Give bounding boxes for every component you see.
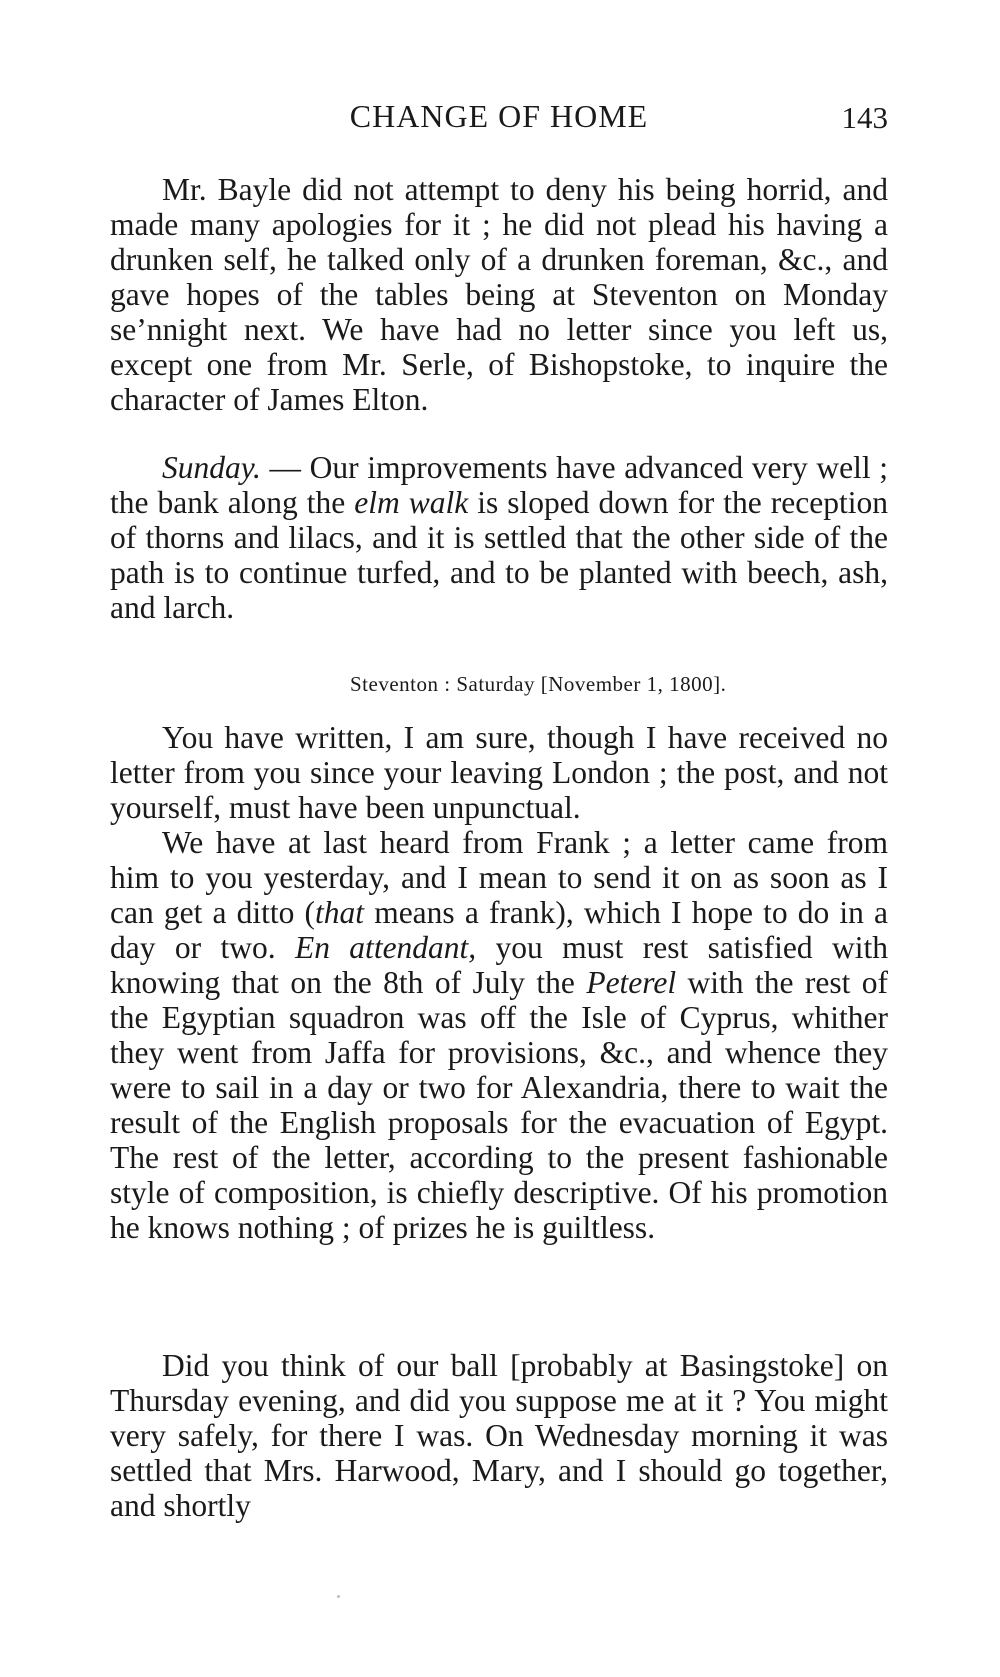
page-number: 143 [841,100,888,135]
frank-text-c: you must rest satisfied with knowing that on the 8th of July the [110,930,888,1000]
that-italic: that [315,895,365,930]
frank-text-a: We have at last heard from Frank ; a letter came from him to you yesterday, and I mean to send it on as soon as I can get a ditto ( [110,825,888,930]
letter-dateline: Steventon : Saturday [November 1, 1800]. [350,672,727,696]
paragraph-you-have-written: You have written, I am sure, though I have received no letter from you since your leaving London ; the post, and not yourself, must have been unpunctual. [110,720,888,825]
en-attendant-italic: En attendant, [294,930,477,965]
paragraph-sunday [110,450,888,625]
text-block-3 [110,720,888,1245]
paragraph-frank [110,825,888,1245]
peterel-italic: Peterel [586,965,677,1000]
paragraph-bayle: Mr. Bayle did not attempt to deny his being horrid, and made many apologies for it ; he did not plead his having a drunken self, he talked only of a drunken foreman, &c., and gave hopes of the tables being at Steventon on Monday se’nnight next. We have had no letter since you left us, except one from Mr. Serle, of Bishopstoke, to inquire the character of James Elton. [110,172,888,417]
paper-speck [337,1595,340,1598]
sunday-heading: Sunday. [162,450,261,485]
text-block-4 [110,1348,888,1523]
running-title: CHANGE OF HOME [349,98,649,134]
frank-text-b: means a frank), which I hope to do in a day or two. [110,895,889,965]
elm-walk-italic: elm walk [354,485,469,520]
sunday-text-a: — Our improvements have advanced very well ; the bank along the [110,450,888,520]
frank-text-d: with the rest of the Egyptian squadron was off the Isle of Cyprus, whither they went from Jaffa for provisions, &c., and whence they were to sail in a day or two for Alexandria, there to wait the result of the English proposals for the evacuation of Egypt. The rest of the letter, according to the present fashionable style of composition, is chiefly descriptive. Of his promotion he knows nothing ; of prizes he is guiltless. [110,965,888,1245]
text-block-1 [110,172,888,417]
page-header [110,98,888,138]
sunday-text-b: is sloped down for the reception of thorns and lilacs, and it is settled that the other side of the path is to continue turfed, and to be planted with beech, ash, and larch. [110,485,888,625]
text-block-2 [110,450,888,625]
paragraph-ball: Did you think of our ball [probably at Basingstoke] on Thursday evening, and did you suppose me at it ? You might very safely, for there I was. On Wednesday morning it was settled that Mrs. Harwood, Mary, and I should go together, and shortly [110,1348,888,1523]
